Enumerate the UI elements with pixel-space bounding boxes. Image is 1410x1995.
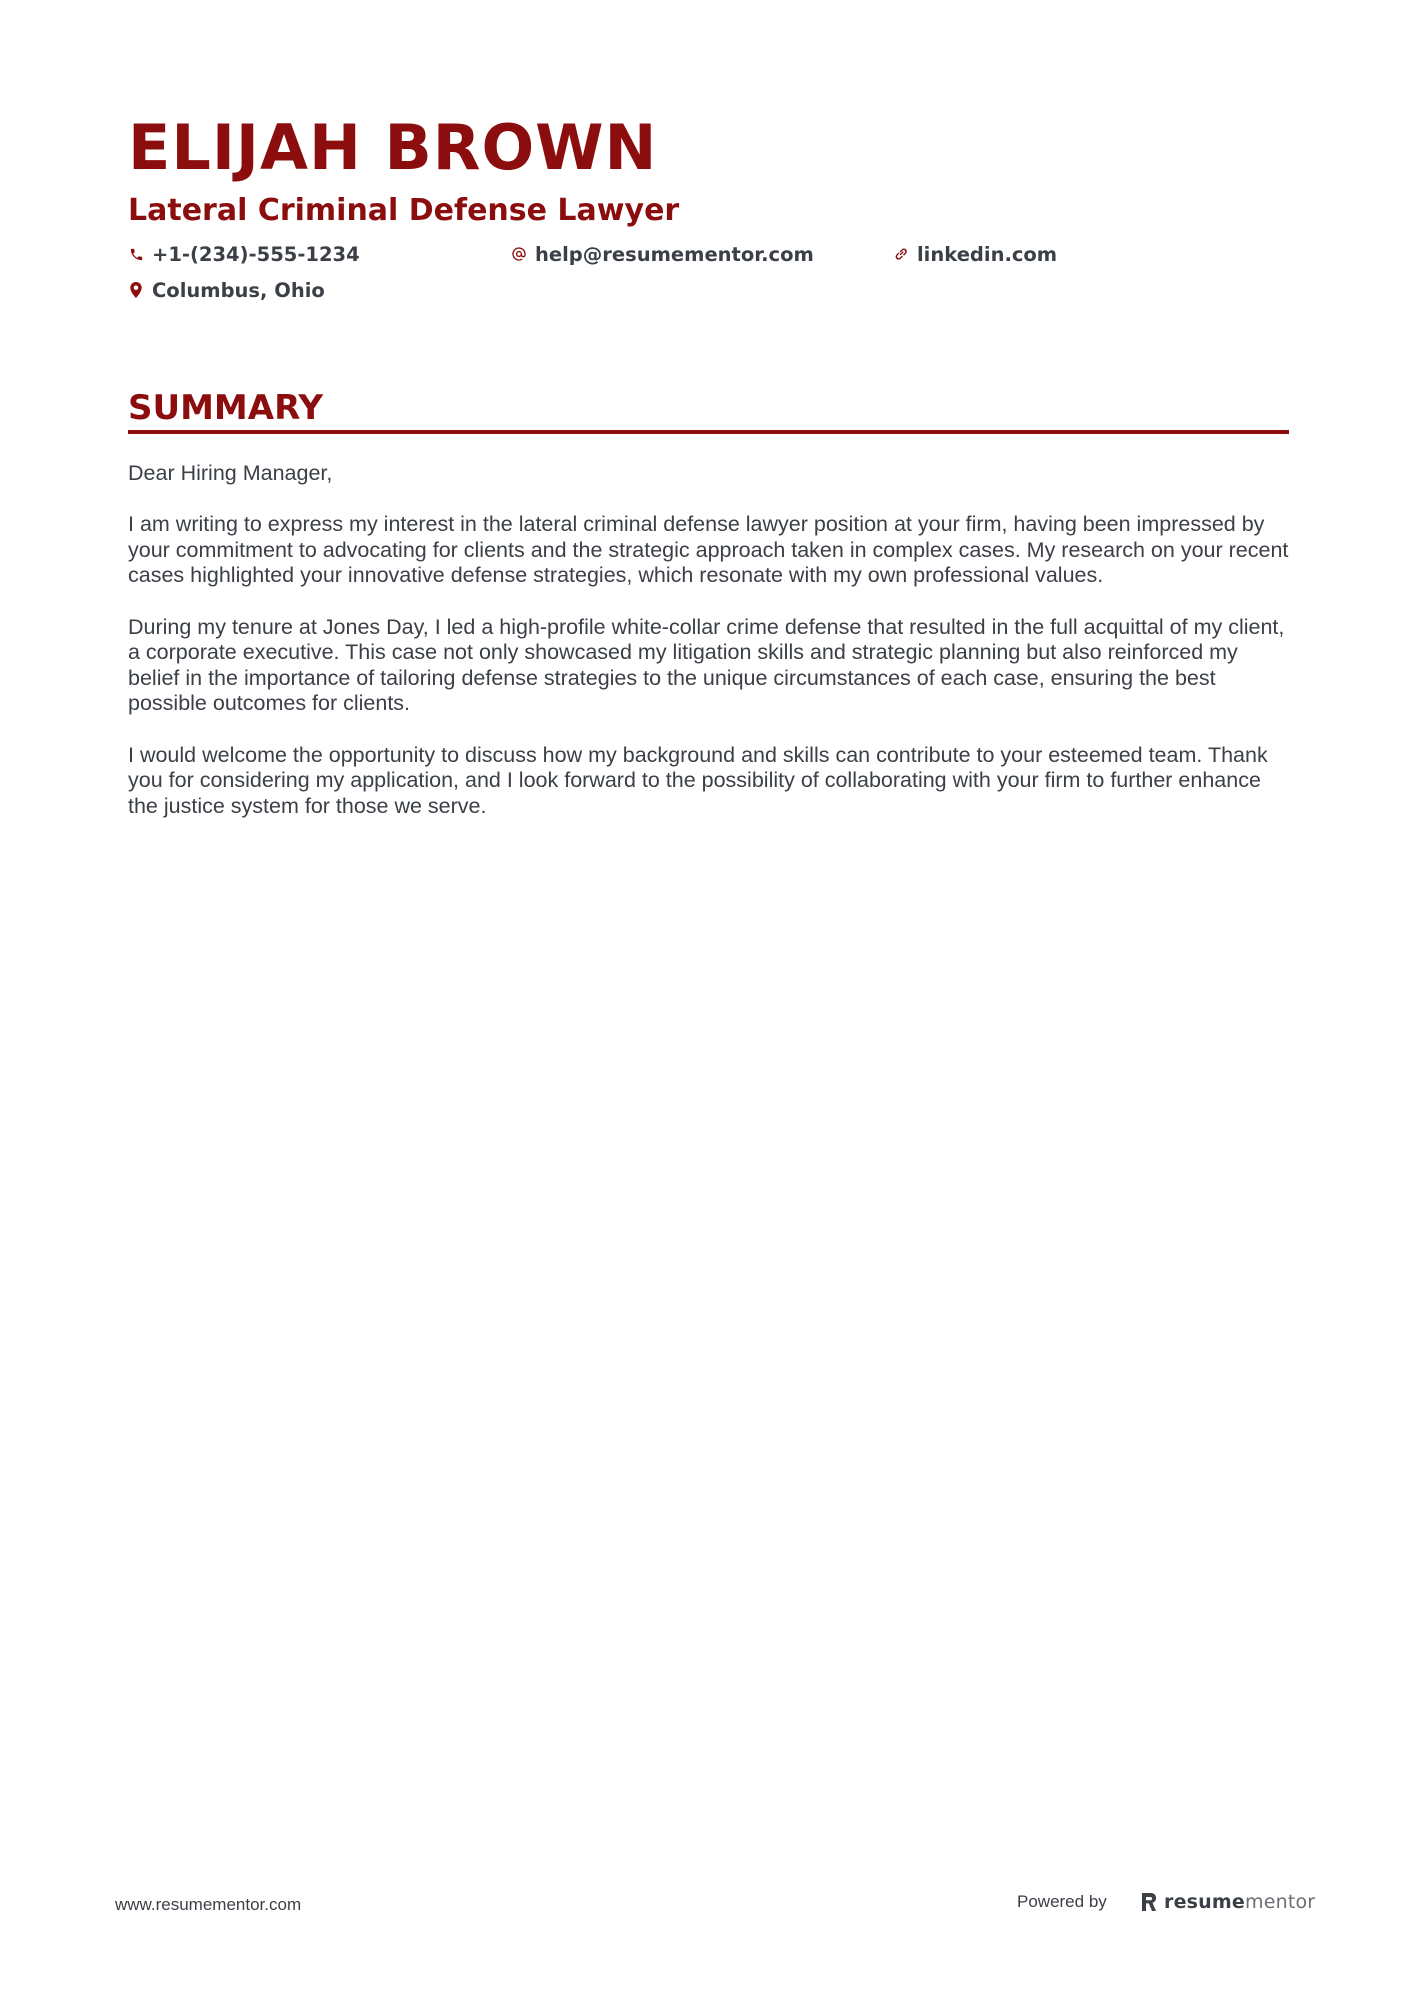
location-text: Columbus, Ohio: [152, 278, 325, 302]
brand-logo[interactable]: [1140, 1888, 1315, 1916]
contact-phone: [128, 239, 360, 269]
letter-body: [128, 461, 1293, 845]
summary-heading: SUMMARY: [128, 388, 324, 428]
brand-wordmark-light: mentor: [1244, 1891, 1316, 1913]
footer-url[interactable]: www.resumementor.com: [115, 1895, 302, 1914]
phone-text: +1-(234)-555-1234: [152, 242, 360, 266]
contact-linkedin[interactable]: [893, 239, 1057, 269]
link-icon: [893, 246, 909, 262]
letter-paragraph: During my tenure at Jones Day, I led a high-profile white-collar crime defense that resulted in the full acquittal of my client, a corporate executive. This case not only showcased my litigation skills and strategic planning but also reinforced my belief in the importance of tailoring defense strategies to the unique circumstances of each case, ensuring the best possible outcomes for clients.: [128, 614, 1285, 716]
powered-by-label: Powered by: [1017, 1892, 1107, 1911]
brand-wordmark-bold: resume: [1164, 1891, 1245, 1913]
brand-wordmark: [1164, 1891, 1315, 1913]
linkedin-text[interactable]: linkedin.com: [917, 242, 1058, 266]
letter-paragraph: I am writing to express my interest in the lateral criminal defense lawyer position at your firm, having been impressed by your commitment to advocating for clients and the strategic approach taken in complex cases. My research on your recent cases highlighted your innovative defense strategies, which resonate with my own professional values.: [128, 512, 1289, 588]
letter-paragraph: I would welcome the opportunity to discuss how my background and skills can contribute to your esteemed team. Thank you for considering my application, and I look forward to the possibility of collaborating with your firm to further enhance the justice system for those we serve.: [128, 742, 1268, 818]
phone-icon: [128, 246, 144, 262]
contact-location: [128, 275, 325, 305]
resumementor-logo-icon: [1140, 1891, 1158, 1913]
candidate-name: ELIJAH BROWN: [128, 111, 658, 184]
map-pin-icon: [128, 282, 144, 298]
contact-email[interactable]: [511, 239, 814, 269]
job-title: Lateral Criminal Defense Lawyer: [128, 193, 680, 228]
salutation: Dear Hiring Manager,: [128, 461, 333, 485]
email-text[interactable]: help@resumementor.com: [535, 242, 814, 266]
at-icon: [511, 246, 527, 262]
section-divider: [128, 430, 1289, 434]
